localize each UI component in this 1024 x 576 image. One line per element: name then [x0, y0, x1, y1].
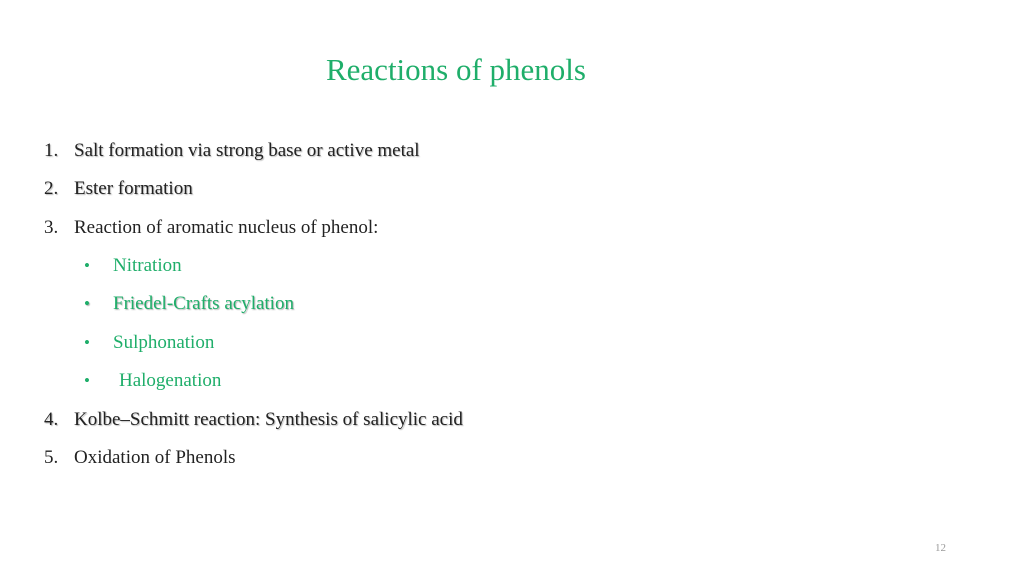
list-item-number: 2. [44, 178, 59, 199]
page-number: 12 [935, 542, 946, 554]
list-item-text: Salt formation via strong base or active metal [74, 140, 420, 161]
list-item-number: 4. [44, 409, 59, 430]
sub-item-text: Halogenation [119, 370, 222, 391]
list-item-number: 3. [44, 217, 59, 238]
list-item-text: Kolbe–Schmitt reaction: Synthesis of salicylic acid [74, 409, 463, 430]
sub-item-text: Nitration [113, 255, 182, 276]
list-item-text: Reaction of aromatic nucleus of phenol: [74, 217, 379, 238]
list-item-number: 1. [44, 140, 59, 161]
bullet-icon: • [84, 294, 90, 313]
list-item-text: Ester formation [74, 178, 193, 199]
bullet-icon: • [84, 333, 90, 352]
list-item-number: 5. [44, 447, 59, 468]
slide-title: Reactions of phenols [325, 52, 586, 87]
sub-item-text: Friedel-Crafts acylation [113, 293, 294, 314]
sub-item-text: Sulphonation [113, 332, 215, 353]
list-item-text: Oxidation of Phenols [74, 447, 236, 468]
bullet-icon: • [84, 256, 90, 275]
bullet-icon: • [84, 371, 90, 390]
